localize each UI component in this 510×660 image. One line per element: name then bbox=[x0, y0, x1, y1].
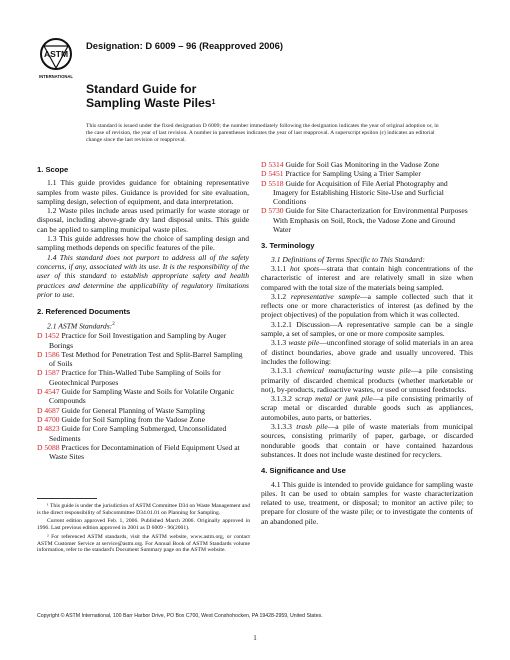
reference-code-link[interactable]: D 4700 bbox=[37, 414, 60, 424]
para-1-4: 1.4 This standard does not purport to address all of the safety concerns, if any, associated with its use. It is the responsibility of the user of this standard to establish appropriate safety and health practices and determine the applicability of regulatory limitations prior to use. bbox=[37, 252, 249, 299]
refs-intro: 2.1 ASTM Standards:$^2$ bbox=[47, 321, 115, 331]
reference-item bbox=[37, 406, 249, 415]
term-trash-pile: 3.1.3.3 trash pile—a pile of waste materials from municipal sources, consisting primarily of paper, garbage, or discarded nondurable goods that contain or have contained hazardous substances. It does not include waste destined for recyclers. bbox=[261, 422, 473, 459]
designation: Designation: D 6009 – 96 (Reapproved 2006) bbox=[86, 40, 283, 51]
reference-item bbox=[37, 387, 249, 406]
title-line-2: Sampling Waste Piles bbox=[86, 96, 212, 110]
term-hot-spots: 3.1.1 hot spots—strata that contain high concentrations of the characteristic of interest and are relatively small in size when compared with the total size of the materials being sampled. bbox=[261, 263, 473, 292]
terminology-heading: 3. Terminology bbox=[261, 241, 315, 251]
left-column bbox=[37, 160, 249, 461]
reference-title: Guide for Site Characterization for Environmental Purposes With Emphasis on Soil, Rock, the Vadose Zone and Ground Water bbox=[273, 206, 468, 235]
reference-item bbox=[37, 350, 249, 369]
left-reference-list bbox=[37, 331, 249, 461]
issue-note: This standard is issued under the fixed designation D 6009; the number immediately following the designation indicates the year of original adoption or, in the case of revision, the year of last revision. A number in parentheses indicates the year of last reapproval. A superscript epsilon (ε) indicates an editorial change since the last revision or reapproval. bbox=[86, 123, 439, 144]
reference-title: Guide for Acquisition of File Aerial Photography and Imagery for Establishing Historic Site-Use and Surficial Conditions bbox=[273, 178, 448, 207]
reference-code-link[interactable]: D 4823 bbox=[37, 424, 60, 434]
scope-heading: 1. Scope bbox=[37, 165, 69, 174]
title-footnote-mark: 1 bbox=[211, 99, 216, 106]
reference-item bbox=[261, 206, 473, 234]
reference-title: Test Method for Penetration Test and Split-Barrel Sampling of Soils bbox=[49, 349, 243, 369]
footnote-divider bbox=[37, 498, 97, 499]
footnote-2: ² For referenced ASTM standards, visit the ASTM website, www.astm.org, or contact ASTM Customer Service at service@astm.org. For Annual Book of ASTM Standards volume information, refer to the standard's Document Summary page on the ASTM website. bbox=[37, 533, 250, 554]
reference-code-link[interactable]: D 4687 bbox=[37, 405, 60, 415]
reference-item bbox=[37, 415, 249, 424]
para-1-1: 1.1 This guide provides guidance for obtaining representative samples from waste piles. Guidance is provided for site evaluation, sampling design, selection of equipment, and data interpretation. bbox=[37, 178, 249, 206]
term-representative-sample: 3.1.2 representative sample—a sample collected such that it reflects one or more characteristics of interest (as defined by the project objectives) of the population from which it was collected. bbox=[261, 291, 473, 320]
para-3-1: 3.1 Definitions of Terms Specific to This Standard: bbox=[271, 254, 425, 264]
reference-title: Practice for Soil Investigation and Sampling by Auger Borings bbox=[49, 331, 227, 350]
reference-code-link[interactable]: D 1452 bbox=[37, 331, 60, 341]
reference-title: Practice for Sampling Using a Trier Sampler bbox=[283, 169, 421, 179]
document-title bbox=[86, 82, 215, 110]
page-number: 1 bbox=[253, 634, 257, 642]
reference-item bbox=[37, 368, 249, 387]
reference-code-link[interactable]: D 1586 bbox=[37, 349, 60, 359]
reference-title: Guide for Soil Sampling from the Vadose Zone bbox=[59, 414, 205, 424]
term-scrap-metal-pile: 3.1.3.2 scrap metal or junk pile—a pile consisting primarily of scrap metal or discarded durable goods such as appliances, automobiles, auto parts, or batteries. bbox=[261, 394, 473, 422]
para-4-1: 4.1 This guide is intended to provide guidance for sampling waste piles. It can be used to obtain samples for waste characterization related to use, treatment, or disposal; to monitor an active pile; to prepare for closure of the waste pile; or to investigate the contents of an abandoned pile. bbox=[261, 479, 473, 526]
reference-item bbox=[37, 443, 249, 462]
astm-logo bbox=[36, 36, 76, 82]
para-1-2: 1.2 Waste piles include areas used primarily for waste storage or disposal, including above-grade dry land disposal units. This guide can be applied to sampling municipal waste piles. bbox=[37, 206, 249, 234]
reference-title: Guide for General Planning of Waste Sampling bbox=[59, 405, 205, 415]
title-line-1: Standard Guide for bbox=[86, 82, 197, 96]
para-1-3: 1.3 This guide addresses how the choice of sampling design and sampling methods depends on specific features of the pile. bbox=[37, 234, 249, 253]
reference-title: Guide for Soil Gas Monitoring in the Vadose Zone bbox=[283, 160, 440, 169]
reference-code-link[interactable]: D 4547 bbox=[37, 387, 60, 397]
reference-title: Guide for Core Sampling Submerged, Unconsolidated Sediments bbox=[49, 424, 227, 443]
svg-text:ASTM: ASTM bbox=[43, 49, 69, 59]
reference-item bbox=[37, 331, 249, 350]
reference-item bbox=[37, 424, 249, 443]
right-column bbox=[261, 160, 473, 526]
svg-text:INTERNATIONAL: INTERNATIONAL bbox=[39, 74, 73, 79]
footnote-1: ¹ This guide is under the jurisdiction of ASTM Committee D34 on Waste Management and is the direct responsibility of Subcommittee D34.01.01 on Planning for Sampling. Current edition approved Feb. 1, 2006. Published March 2006. Originally approved in 1996. Last previous edition approved in 2001 as D 6009 - 96(2001). ² For referenced ASTM standards, visit the ASTM website, www.astm.org, or contact ASTM Customer Service at service@astm.org. For Annual Book of ASTM Standards volume information, refer to the standard's Document Summary page on the ASTM website. bbox=[37, 503, 250, 554]
copyright-notice: Copyright © ASTM International, 100 Barr Harbor Drive, PO Box C700, West Conshohocken, PA 19428-2959, United States. bbox=[37, 613, 323, 619]
right-reference-list bbox=[261, 160, 473, 234]
refs-heading: 2. Referenced Documents bbox=[37, 307, 131, 317]
reference-item bbox=[261, 160, 473, 169]
discussion-3-1-2-1: 3.1.2.1 Discussion—A representative sample can be a single sample, a set of samples, or one or more composite samples. bbox=[261, 319, 473, 339]
reference-title: Guide for Sampling Waste and Soils for Volatile Organic Compounds bbox=[49, 387, 235, 406]
reference-code-link[interactable]: D 5730 bbox=[261, 206, 284, 216]
reference-code-link[interactable]: D 5451 bbox=[261, 169, 284, 179]
significance-heading: 4. Significance and Use bbox=[261, 466, 346, 476]
reference-code-link[interactable]: D 1587 bbox=[37, 368, 60, 378]
reference-title: Practices for Decontamination of Field Equipment Used at Waste Sites bbox=[49, 442, 240, 462]
reference-item bbox=[261, 179, 473, 207]
reference-code-link[interactable]: D 5088 bbox=[37, 442, 60, 452]
reference-code-link[interactable]: D 5518 bbox=[261, 178, 284, 188]
reference-item bbox=[261, 169, 473, 178]
term-waste-pile: 3.1.3 waste pile—unconfined storage of solid materials in an area of distinct boundaries, above grade and usually uncovered. This includes the following: bbox=[261, 338, 473, 366]
term-chemical-waste-pile: 3.1.3.1 chemical manufacturing waste pile—a pile consisting primarily of discarded chemical products (whether marketable or not), by-products, radioactive wastes, or used or unused feedstocks. bbox=[261, 366, 473, 394]
reference-title: Practice for Thin-Walled Tube Sampling of Soils for Geotechnical Purposes bbox=[49, 368, 221, 387]
reference-code-link[interactable]: D 5314 bbox=[261, 160, 284, 169]
